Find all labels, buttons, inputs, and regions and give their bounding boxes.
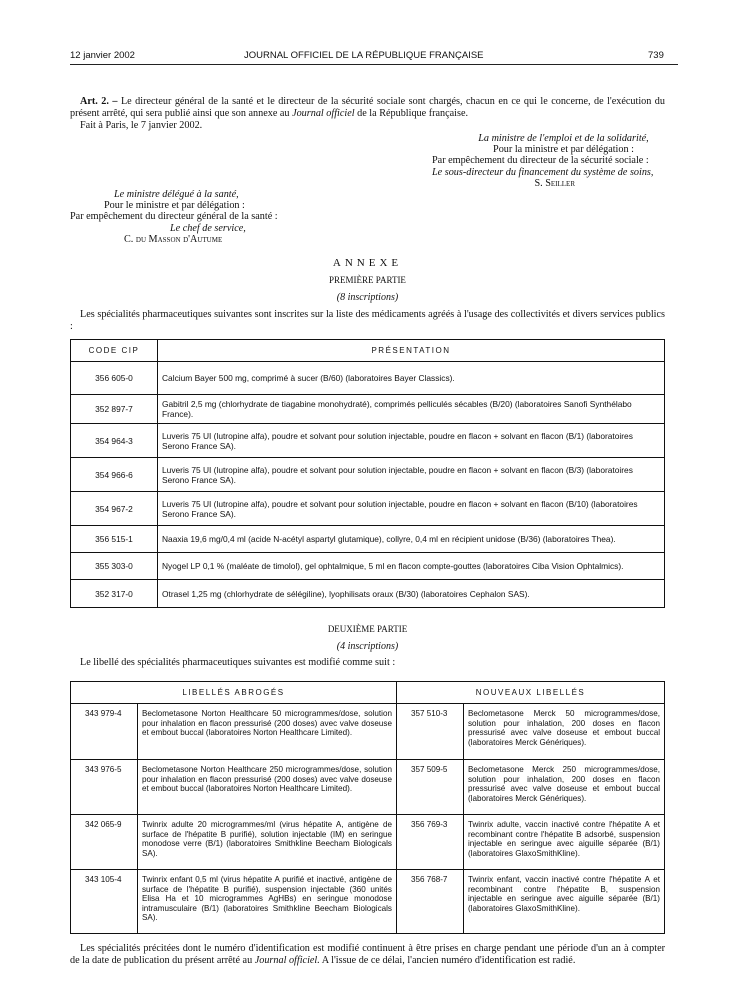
new-text: Twinrix adulte, vaccin inactivé contre l'hépatite A et recombinant contre l'hépatite B adsorbé, suspension injectable en seringue avec aiguille séparée (B/1) (laboratoires GlaxoSmithKline). (463, 815, 664, 870)
signature-left-line2: Pour le ministre et par délégation : (104, 200, 245, 212)
journal-reference: Journal officiel (292, 107, 355, 119)
column-header-new: NOUVEAUX LIBELLÉS (396, 682, 664, 704)
signature-right-line5: S. Seiller (534, 177, 575, 189)
part1-count: (8 inscriptions) (336, 292, 399, 303)
signature-left-line4: Le chef de service, (170, 222, 246, 234)
inscriptions-table (70, 339, 665, 608)
old-code: 343 105-4 (71, 870, 138, 934)
presentation-text: Gabitril 2,5 mg (chlorhydrate de tiagabine monohydraté), comprimés pelliculés sécables (B/20) (laboratoires Sanofi Synthélabo France). (158, 395, 665, 424)
table-header-row (71, 682, 665, 704)
closing-journal-reference: Journal officiel. (254, 954, 320, 966)
cip-code: 356 605-0 (71, 362, 158, 395)
new-code: 357 510-3 (396, 704, 463, 760)
closing-text-end: A l'issue de ce délai, l'ancien numéro d'identification est radié. (319, 954, 576, 966)
table-row (71, 458, 665, 492)
presentation-text: Luveris 75 UI (lutropine alfa), poudre et solvant pour solution injectable, poudre en flacon + solvant en flacon (B/3) (laboratoires Serono France SA). (158, 458, 665, 492)
table-row (71, 362, 665, 395)
old-text: Twinrix enfant 0,5 ml (virus hépatite A purifié et inactivé, antigène de surface de l'hépatite B purifié), suspension injectable (360 unités Elisa Ha et 10 microgrammes AgHBs) en seringue monodose intramusculaire (B/1) (laboratoires Smithkline Beecham Biologicals SA). (138, 870, 397, 934)
presentation-text: Luveris 75 UI (lutropine alfa), poudre et solvant pour solution injectable, poudre en flacon + solvant en flacon (B/10) (laboratoires Serono France SA). (158, 492, 665, 526)
cip-code: 354 966-6 (71, 458, 158, 492)
old-text: Beclometasone Norton Healthcare 250 microgrammes/dose, solution pour inhalation en flacon pressurisé (200 doses) avec valve doseuse et embout buccal (laboratoires Norton Healthcare Limited). (138, 760, 397, 815)
new-text: Beclometasone Merck 250 microgrammes/dose, solution pour inhalation, 200 doses en flacon pressurisé avec valve doseuse et embout buccal (laboratoires Merck Génériques). (463, 760, 664, 815)
signature-right (432, 133, 665, 189)
table-row (71, 704, 665, 760)
part1-intro: Les spécialités pharmaceutiques suivantes sont inscrites sur la liste des médicaments agréés à l'usage des collectivités et divers services publics : (70, 309, 665, 332)
header-journal: JOURNAL OFFICIEL DE LA RÉPUBLIQUE FRANÇAISE (244, 50, 484, 61)
article-text-end: de la République française. (354, 107, 469, 119)
signature-left-line3: Par empêchement du directeur général de la santé : (70, 211, 278, 223)
cip-code: 355 303-0 (71, 553, 158, 580)
table-row (71, 395, 665, 424)
header-date: 12 janvier 2002 (70, 50, 135, 61)
signature-right-line3: Par empêchement du directeur de la sécurité sociale : (432, 155, 649, 167)
done-at: Fait à Paris, le 7 janvier 2002. (80, 120, 203, 131)
signature-right-line1: La ministre de l'emploi et de la solidarité, (478, 133, 649, 144)
header-rule (70, 64, 678, 65)
signature-right-line4: Le sous-directeur du financement du système de soins, (432, 166, 654, 178)
old-code: 342 065-9 (71, 815, 138, 870)
table-row (71, 870, 665, 934)
article-label: Art. 2. – (80, 96, 118, 107)
column-header-code: CODE CIP (71, 340, 158, 362)
cip-code: 356 515-1 (71, 526, 158, 553)
annexe-title: ANNEXE (332, 257, 403, 269)
closing-text: Les spécialités précitées dont le numéro d'identification est modifié continuent à être prises en charge pendant une période d'un an à compter de la date de publication du présent arrêté au (70, 943, 665, 966)
presentation-text: Naaxia 19,6 mg/0,4 ml (acide N-acétyl aspartyl glutamique), collyre, 0,4 ml en récipient unidose (B/36) (laboratoires Thea). (158, 526, 665, 553)
part1-title: PREMIÈRE PARTIE (329, 275, 406, 285)
column-header-presentation: PRÉSENTATION (158, 340, 665, 362)
libelles-table (70, 681, 665, 934)
new-code: 357 509-5 (396, 760, 463, 815)
old-code: 343 976-5 (71, 760, 138, 815)
closing-paragraph (70, 943, 665, 966)
cip-code: 352 897-7 (71, 395, 158, 424)
signature-left (70, 189, 300, 245)
table-row (71, 492, 665, 526)
header-page-number: 739 (648, 50, 664, 61)
part2-intro: Le libellé des spécialités pharmaceutiques suivantes est modifié comme suit : (80, 657, 396, 668)
presentation-text: Calcium Bayer 500 mg, comprimé à sucer (B/60) (laboratoires Bayer Classics). (158, 362, 665, 395)
presentation-text: Luveris 75 UI (lutropine alfa), poudre et solvant pour solution injectable, poudre en flacon + solvant en flacon (B/1) (laboratoires Serono France SA). (158, 424, 665, 458)
table-header-row (71, 340, 665, 362)
table-row (71, 760, 665, 815)
presentation-text: Nyogel LP 0,1 % (maléate de timolol), gel ophtalmique, 5 ml en flacon compte-gouttes (laboratoires Ciba Vision Ophtalmics). (158, 553, 665, 580)
article-paragraph (70, 96, 665, 119)
table-row (71, 526, 665, 553)
table-row (71, 424, 665, 458)
cip-code: 354 964-3 (71, 424, 158, 458)
table-row (71, 815, 665, 870)
table-row (71, 580, 665, 608)
article-text: Le directeur général de la santé et le directeur de la sécurité sociale sont chargés, chacun en ce qui le concerne, de l'exécution du présent arrêté, qui sera publié ainsi que son annexe au (70, 96, 665, 119)
new-code: 356 768-7 (396, 870, 463, 934)
old-text: Beclometasone Norton Healthcare 50 microgrammes/dose, solution pour inhalation en flacon pressurisé (200 doses) avec valve doseuse et embout buccal (laboratoires Norton Healthcare Limited). (138, 704, 397, 760)
presentation-text: Otrasel 1,25 mg (chlorhydrate de sélégiline), lyophilisats oraux (B/30) (laboratoires Cephalon SAS). (158, 580, 665, 608)
cip-code: 352 317-0 (71, 580, 158, 608)
old-code: 343 979-4 (71, 704, 138, 760)
new-text: Twinrix enfant, vaccin inactivé contre l'hépatite A et recombinant contre l'hépatite B, suspension injectable en seringue avec aiguille séparée (B/1) (laboratoires GlaxoSmithKline). (463, 870, 664, 934)
new-code: 356 769-3 (396, 815, 463, 870)
new-text: Beclometasone Merck 50 microgrammes/dose, solution pour inhalation, 200 doses en flacon pressurisé avec valve doseuse et embout buccal (laboratoires Merck Génériques). (463, 704, 664, 760)
part2-count: (4 inscriptions) (336, 641, 399, 652)
cip-code: 354 967-2 (71, 492, 158, 526)
signature-left-line5: C. du Masson d'Autume (124, 233, 223, 245)
part2-title: DEUXIÈME PARTIE (327, 624, 408, 634)
table-row (71, 553, 665, 580)
signature-left-line1: Le ministre délégué à la santé, (114, 189, 239, 200)
column-header-old: LIBELLÉS ABROGÉS (71, 682, 397, 704)
old-text: Twinrix adulte 20 microgrammes/ml (virus hépatite A, antigène de surface de l'hépatite B purifié), solution injectable (IM) en seringue monodose verre (B/1) (laboratoires Smithkline Beecham Biologicals SA). (138, 815, 397, 870)
signature-right-line2: Pour la ministre et par délégation : (493, 144, 634, 156)
